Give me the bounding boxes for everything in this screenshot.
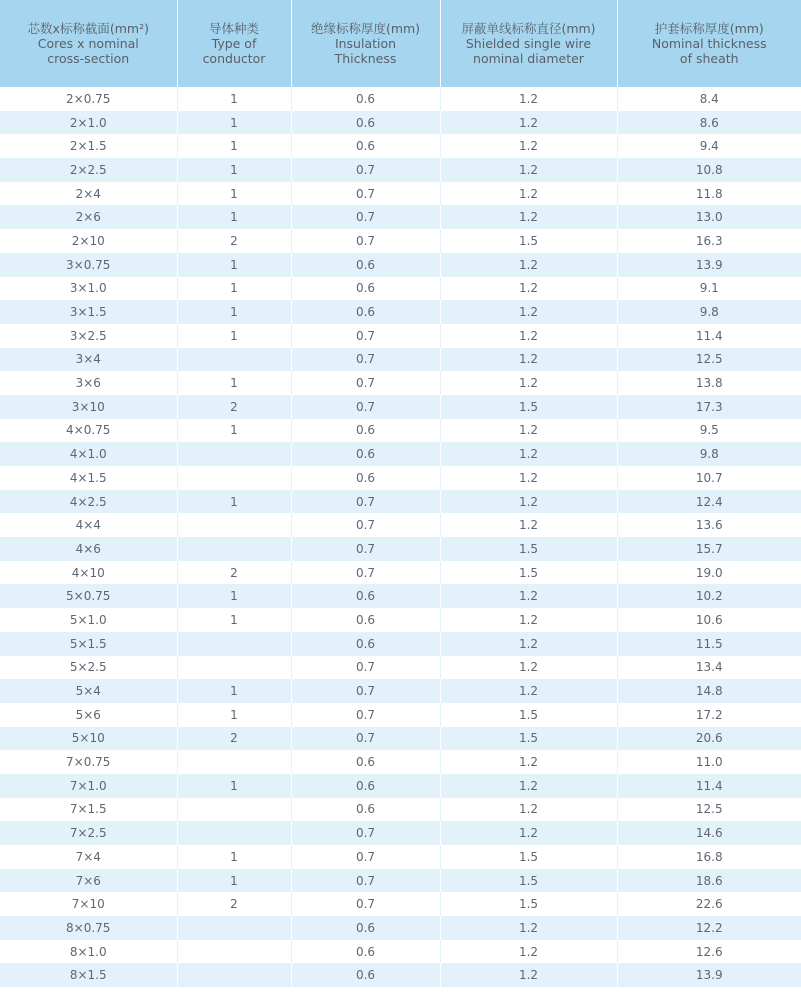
cell-insulation-thickness: 0.6: [291, 916, 440, 940]
cell-cores-cross-section: 3×1.5: [0, 300, 177, 324]
cell-sheath-thickness: 14.8: [617, 679, 801, 703]
cell-sheath-thickness: 11.0: [617, 750, 801, 774]
cell-insulation-thickness: 0.6: [291, 466, 440, 490]
table-row: [0, 656, 801, 680]
cell-conductor-type: 1: [177, 182, 291, 206]
cell-conductor-type: 1: [177, 205, 291, 229]
cell-insulation-thickness: 0.7: [291, 371, 440, 395]
cell-sheath-thickness: 12.4: [617, 490, 801, 514]
table-row: [0, 869, 801, 893]
cell-sheath-thickness: 19.0: [617, 561, 801, 585]
cell-insulation-thickness: 0.6: [291, 632, 440, 656]
cell-cores-cross-section: 2×6: [0, 205, 177, 229]
cell-insulation-thickness: 0.7: [291, 821, 440, 845]
cell-conductor-type: 1: [177, 300, 291, 324]
header-line: 护套标称厚度(mm): [654, 21, 764, 36]
cell-cores-cross-section: 5×0.75: [0, 584, 177, 608]
cell-conductor-type: 2: [177, 395, 291, 419]
cell-shield-wire-diameter: 1.2: [440, 940, 617, 964]
cell-insulation-thickness: 0.6: [291, 963, 440, 987]
cell-sheath-thickness: 16.3: [617, 229, 801, 253]
cell-insulation-thickness: 0.7: [291, 182, 440, 206]
header-cores-cross-section: [0, 0, 177, 87]
cell-cores-cross-section: 3×0.75: [0, 253, 177, 277]
cell-shield-wire-diameter: 1.2: [440, 774, 617, 798]
cell-conductor-type: [177, 963, 291, 987]
table-row: [0, 158, 801, 182]
cell-shield-wire-diameter: 1.2: [440, 419, 617, 443]
cell-shield-wire-diameter: 1.5: [440, 727, 617, 751]
cell-insulation-thickness: 0.6: [291, 134, 440, 158]
cell-cores-cross-section: 3×2.5: [0, 324, 177, 348]
cell-insulation-thickness: 0.7: [291, 727, 440, 751]
cell-insulation-thickness: 0.7: [291, 513, 440, 537]
cell-insulation-thickness: 0.6: [291, 253, 440, 277]
table-row: [0, 750, 801, 774]
cell-cores-cross-section: 3×4: [0, 348, 177, 372]
cell-conductor-type: [177, 632, 291, 656]
cell-conductor-type: 1: [177, 679, 291, 703]
cell-conductor-type: 1: [177, 134, 291, 158]
cell-shield-wire-diameter: 1.2: [440, 442, 617, 466]
table-row: [0, 229, 801, 253]
cell-insulation-thickness: 0.6: [291, 750, 440, 774]
cell-cores-cross-section: 4×0.75: [0, 419, 177, 443]
cell-sheath-thickness: 10.8: [617, 158, 801, 182]
table-row: [0, 419, 801, 443]
cell-insulation-thickness: 0.7: [291, 205, 440, 229]
cell-sheath-thickness: 9.4: [617, 134, 801, 158]
cell-conductor-type: 1: [177, 371, 291, 395]
cell-cores-cross-section: 3×6: [0, 371, 177, 395]
cell-cores-cross-section: 5×10: [0, 727, 177, 751]
cell-conductor-type: [177, 821, 291, 845]
cell-sheath-thickness: 13.9: [617, 253, 801, 277]
cell-shield-wire-diameter: 1.2: [440, 656, 617, 680]
cell-sheath-thickness: 11.5: [617, 632, 801, 656]
cell-sheath-thickness: 18.6: [617, 869, 801, 893]
cell-conductor-type: 2: [177, 561, 291, 585]
cell-shield-wire-diameter: 1.2: [440, 490, 617, 514]
cell-sheath-thickness: 20.6: [617, 727, 801, 751]
header-shield-wire-diameter: [440, 0, 617, 87]
header-line: 导体种类: [208, 21, 259, 36]
header-conductor-type: [177, 0, 291, 87]
cell-cores-cross-section: 8×0.75: [0, 916, 177, 940]
cell-cores-cross-section: 5×2.5: [0, 656, 177, 680]
header-line: Cores x nominal: [37, 36, 139, 51]
header-row: [0, 0, 801, 87]
cell-sheath-thickness: 11.4: [617, 324, 801, 348]
cell-sheath-thickness: 13.9: [617, 963, 801, 987]
cell-conductor-type: 1: [177, 845, 291, 869]
cell-shield-wire-diameter: 1.5: [440, 703, 617, 727]
cell-cores-cross-section: 7×0.75: [0, 750, 177, 774]
cell-shield-wire-diameter: 1.2: [440, 158, 617, 182]
cell-cores-cross-section: 2×1.0: [0, 111, 177, 135]
table-row: [0, 892, 801, 916]
cell-insulation-thickness: 0.7: [291, 537, 440, 561]
table-row: [0, 87, 801, 111]
table-row: [0, 371, 801, 395]
cell-conductor-type: [177, 916, 291, 940]
cell-sheath-thickness: 13.6: [617, 513, 801, 537]
table-row: [0, 845, 801, 869]
header-line: Insulation: [334, 36, 397, 51]
cell-conductor-type: [177, 798, 291, 822]
table-row: [0, 513, 801, 537]
cell-insulation-thickness: 0.7: [291, 869, 440, 893]
cell-sheath-thickness: 10.7: [617, 466, 801, 490]
cell-insulation-thickness: 0.7: [291, 490, 440, 514]
cell-insulation-thickness: 0.7: [291, 158, 440, 182]
cell-conductor-type: [177, 940, 291, 964]
cell-shield-wire-diameter: 1.2: [440, 111, 617, 135]
cell-conductor-type: 1: [177, 158, 291, 182]
cell-sheath-thickness: 17.2: [617, 703, 801, 727]
cell-shield-wire-diameter: 1.5: [440, 561, 617, 585]
cell-insulation-thickness: 0.7: [291, 395, 440, 419]
table-row: [0, 679, 801, 703]
cell-shield-wire-diameter: 1.2: [440, 300, 617, 324]
table-row: [0, 963, 801, 987]
cell-insulation-thickness: 0.7: [291, 703, 440, 727]
table-row: [0, 632, 801, 656]
cell-shield-wire-diameter: 1.2: [440, 277, 617, 301]
cell-conductor-type: 1: [177, 111, 291, 135]
cell-cores-cross-section: 7×1.0: [0, 774, 177, 798]
cell-conductor-type: [177, 348, 291, 372]
cell-conductor-type: 1: [177, 608, 291, 632]
cell-shield-wire-diameter: 1.5: [440, 892, 617, 916]
cell-shield-wire-diameter: 1.2: [440, 798, 617, 822]
cell-sheath-thickness: 8.4: [617, 87, 801, 111]
cell-insulation-thickness: 0.7: [291, 324, 440, 348]
cell-sheath-thickness: 10.2: [617, 584, 801, 608]
cell-insulation-thickness: 0.6: [291, 419, 440, 443]
cell-sheath-thickness: 16.8: [617, 845, 801, 869]
cell-sheath-thickness: 12.5: [617, 348, 801, 372]
header-line: 屏蔽单线标称直径(mm): [461, 21, 596, 36]
table-row: [0, 348, 801, 372]
cell-conductor-type: 2: [177, 229, 291, 253]
cell-insulation-thickness: 0.6: [291, 442, 440, 466]
table-row: [0, 727, 801, 751]
cell-conductor-type: [177, 656, 291, 680]
cell-sheath-thickness: 13.4: [617, 656, 801, 680]
cell-conductor-type: 1: [177, 87, 291, 111]
cell-conductor-type: 1: [177, 324, 291, 348]
cell-conductor-type: 1: [177, 490, 291, 514]
cell-cores-cross-section: 2×1.5: [0, 134, 177, 158]
cell-shield-wire-diameter: 1.2: [440, 584, 617, 608]
cell-insulation-thickness: 0.7: [291, 348, 440, 372]
cell-insulation-thickness: 0.7: [291, 229, 440, 253]
table-row: [0, 442, 801, 466]
table-row: [0, 798, 801, 822]
cell-insulation-thickness: 0.6: [291, 584, 440, 608]
header-line: conductor: [202, 51, 266, 66]
cell-conductor-type: [177, 442, 291, 466]
cell-shield-wire-diameter: 1.5: [440, 869, 617, 893]
cell-shield-wire-diameter: 1.2: [440, 87, 617, 111]
cell-shield-wire-diameter: 1.2: [440, 134, 617, 158]
cell-insulation-thickness: 0.6: [291, 798, 440, 822]
cell-cores-cross-section: 7×2.5: [0, 821, 177, 845]
table-row: [0, 300, 801, 324]
cell-insulation-thickness: 0.6: [291, 87, 440, 111]
cell-cores-cross-section: 5×1.5: [0, 632, 177, 656]
cell-shield-wire-diameter: 1.2: [440, 916, 617, 940]
header-sheath-thickness: [617, 0, 801, 87]
table-row: [0, 537, 801, 561]
cell-shield-wire-diameter: 1.2: [440, 821, 617, 845]
header-line: nominal diameter: [473, 51, 584, 66]
cell-conductor-type: [177, 750, 291, 774]
cell-cores-cross-section: 4×6: [0, 537, 177, 561]
cell-sheath-thickness: 15.7: [617, 537, 801, 561]
cell-cores-cross-section: 3×10: [0, 395, 177, 419]
cell-conductor-type: [177, 466, 291, 490]
cell-sheath-thickness: 13.8: [617, 371, 801, 395]
cell-insulation-thickness: 0.6: [291, 940, 440, 964]
cell-insulation-thickness: 0.6: [291, 608, 440, 632]
cell-cores-cross-section: 2×10: [0, 229, 177, 253]
cell-shield-wire-diameter: 1.2: [440, 750, 617, 774]
cell-shield-wire-diameter: 1.2: [440, 348, 617, 372]
cell-sheath-thickness: 12.6: [617, 940, 801, 964]
cell-cores-cross-section: 2×2.5: [0, 158, 177, 182]
cell-shield-wire-diameter: 1.2: [440, 679, 617, 703]
table-row: [0, 490, 801, 514]
cell-shield-wire-diameter: 1.2: [440, 371, 617, 395]
cell-conductor-type: 1: [177, 869, 291, 893]
cell-insulation-thickness: 0.7: [291, 679, 440, 703]
table-row: [0, 277, 801, 301]
cell-cores-cross-section: 7×6: [0, 869, 177, 893]
cell-shield-wire-diameter: 1.2: [440, 632, 617, 656]
cell-insulation-thickness: 0.6: [291, 774, 440, 798]
cell-shield-wire-diameter: 1.5: [440, 229, 617, 253]
cell-conductor-type: 1: [177, 277, 291, 301]
cell-cores-cross-section: 5×1.0: [0, 608, 177, 632]
header-line: cross-section: [47, 51, 130, 66]
table-row: [0, 134, 801, 158]
table-body: [0, 87, 801, 987]
cell-cores-cross-section: 7×1.5: [0, 798, 177, 822]
cell-sheath-thickness: 12.2: [617, 916, 801, 940]
cell-sheath-thickness: 10.6: [617, 608, 801, 632]
cell-conductor-type: 1: [177, 584, 291, 608]
table-row: [0, 916, 801, 940]
cell-sheath-thickness: 14.6: [617, 821, 801, 845]
cell-shield-wire-diameter: 1.2: [440, 205, 617, 229]
cell-shield-wire-diameter: 1.2: [440, 963, 617, 987]
table-row: [0, 584, 801, 608]
header-line: Thickness: [334, 51, 397, 66]
cell-sheath-thickness: 9.8: [617, 300, 801, 324]
cell-cores-cross-section: 4×10: [0, 561, 177, 585]
cell-insulation-thickness: 0.7: [291, 892, 440, 916]
cell-sheath-thickness: 11.8: [617, 182, 801, 206]
cell-insulation-thickness: 0.6: [291, 277, 440, 301]
table-row: [0, 940, 801, 964]
cell-cores-cross-section: 4×1.5: [0, 466, 177, 490]
cell-insulation-thickness: 0.7: [291, 656, 440, 680]
cell-cores-cross-section: 5×4: [0, 679, 177, 703]
cell-sheath-thickness: 9.1: [617, 277, 801, 301]
cell-cores-cross-section: 4×4: [0, 513, 177, 537]
table-row: [0, 253, 801, 277]
cell-sheath-thickness: 9.8: [617, 442, 801, 466]
cell-sheath-thickness: 13.0: [617, 205, 801, 229]
cell-shield-wire-diameter: 1.2: [440, 253, 617, 277]
cell-shield-wire-diameter: 1.5: [440, 537, 617, 561]
cell-shield-wire-diameter: 1.2: [440, 324, 617, 348]
table-row: [0, 205, 801, 229]
cell-sheath-thickness: 9.5: [617, 419, 801, 443]
header-line: of sheath: [679, 51, 739, 66]
header-line: 芯数x标称截面(mm²): [27, 21, 149, 36]
table-row: [0, 561, 801, 585]
cell-conductor-type: 2: [177, 892, 291, 916]
cell-sheath-thickness: 22.6: [617, 892, 801, 916]
cell-conductor-type: 2: [177, 727, 291, 751]
cell-cores-cross-section: 8×1.0: [0, 940, 177, 964]
cell-cores-cross-section: 8×1.5: [0, 963, 177, 987]
header-line: Type of: [211, 36, 257, 51]
cell-shield-wire-diameter: 1.5: [440, 395, 617, 419]
cell-sheath-thickness: 11.4: [617, 774, 801, 798]
cell-conductor-type: 1: [177, 703, 291, 727]
table-header: [0, 0, 801, 87]
header-line: Shielded single wire: [465, 36, 592, 51]
table-row: [0, 324, 801, 348]
table-row: [0, 821, 801, 845]
cell-insulation-thickness: 0.7: [291, 561, 440, 585]
table-row: [0, 111, 801, 135]
cell-conductor-type: [177, 513, 291, 537]
table-row: [0, 608, 801, 632]
cell-conductor-type: 1: [177, 253, 291, 277]
cell-cores-cross-section: 4×2.5: [0, 490, 177, 514]
cell-cores-cross-section: 3×1.0: [0, 277, 177, 301]
header-line: 绝缘标称厚度(mm): [310, 21, 421, 36]
table-row: [0, 466, 801, 490]
cell-cores-cross-section: 5×6: [0, 703, 177, 727]
cell-cores-cross-section: 4×1.0: [0, 442, 177, 466]
table-row: [0, 703, 801, 727]
cell-cores-cross-section: 2×0.75: [0, 87, 177, 111]
cell-insulation-thickness: 0.7: [291, 845, 440, 869]
table-row: [0, 182, 801, 206]
cell-sheath-thickness: 12.5: [617, 798, 801, 822]
header-insulation-thickness: [291, 0, 440, 87]
cell-cores-cross-section: 7×10: [0, 892, 177, 916]
cell-conductor-type: 1: [177, 419, 291, 443]
cell-cores-cross-section: 2×4: [0, 182, 177, 206]
cell-cores-cross-section: 7×4: [0, 845, 177, 869]
table-row: [0, 774, 801, 798]
cell-insulation-thickness: 0.6: [291, 300, 440, 324]
cell-shield-wire-diameter: 1.2: [440, 182, 617, 206]
table-row: [0, 395, 801, 419]
cell-sheath-thickness: 8.6: [617, 111, 801, 135]
cell-shield-wire-diameter: 1.2: [440, 608, 617, 632]
cell-sheath-thickness: 17.3: [617, 395, 801, 419]
cell-conductor-type: [177, 537, 291, 561]
cell-insulation-thickness: 0.6: [291, 111, 440, 135]
cell-shield-wire-diameter: 1.2: [440, 466, 617, 490]
cell-conductor-type: 1: [177, 774, 291, 798]
cell-shield-wire-diameter: 1.2: [440, 513, 617, 537]
header-line: Nominal thickness: [651, 36, 767, 51]
cell-shield-wire-diameter: 1.5: [440, 845, 617, 869]
